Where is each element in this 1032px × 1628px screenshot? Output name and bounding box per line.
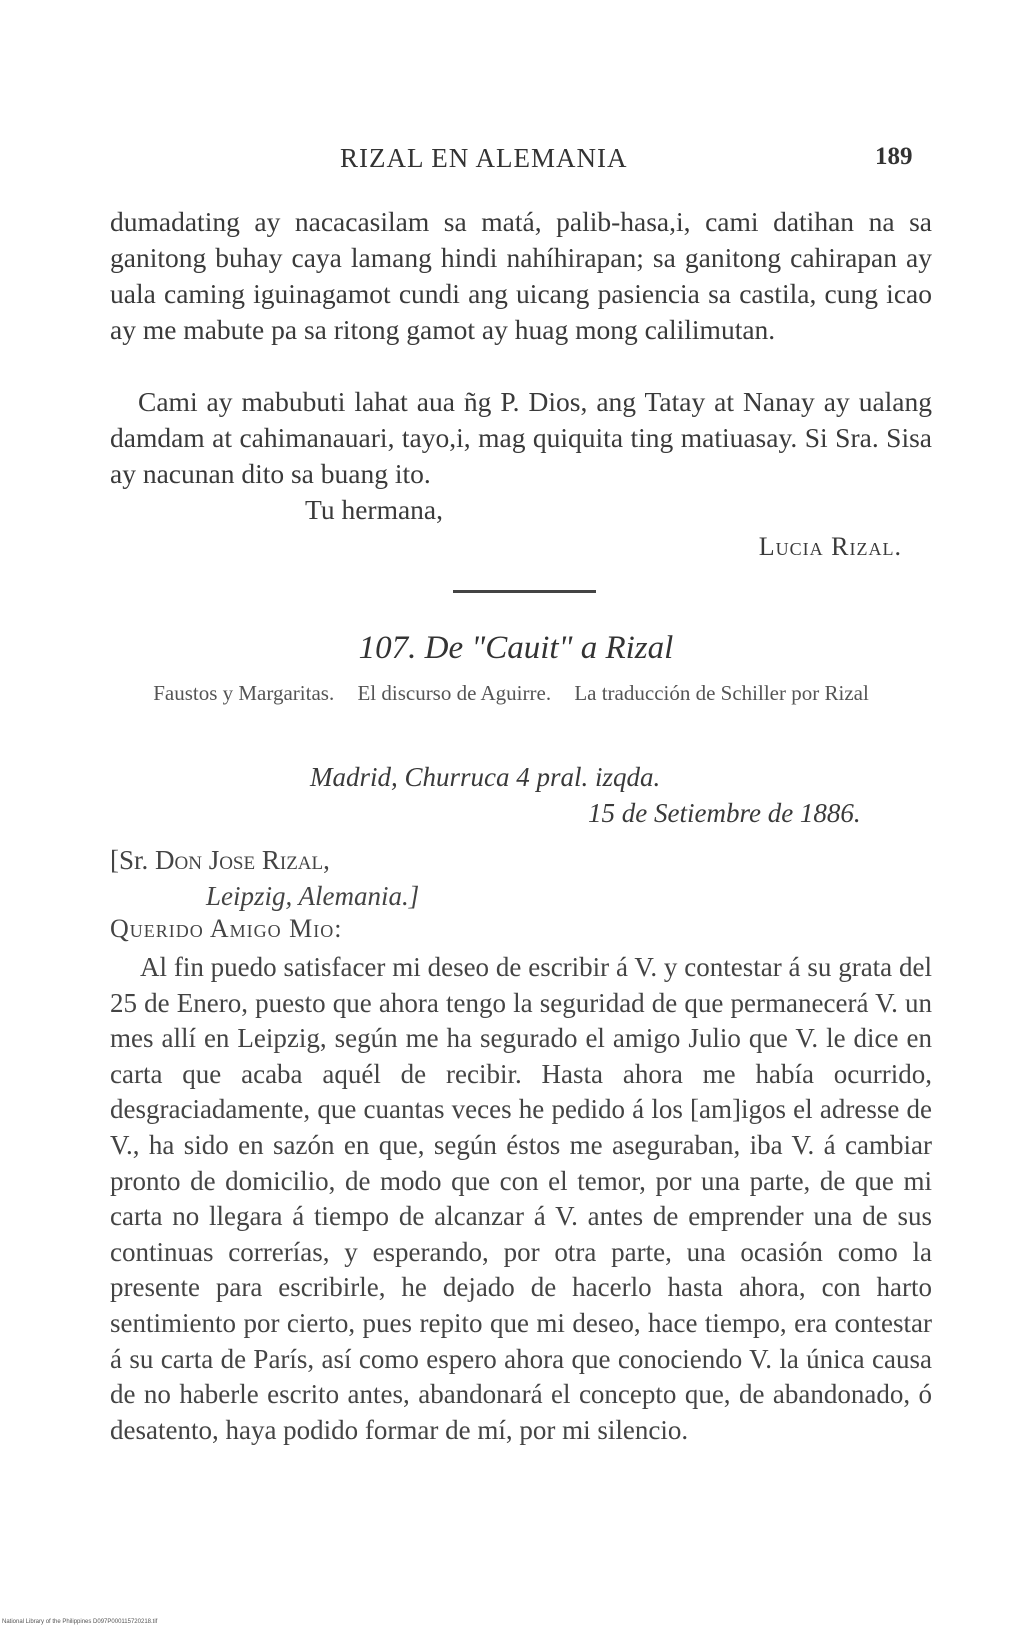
- previous-letter-paragraph-1: dumadating ay nacacasilam sa matá, palib-hasa,i, cami datihan na sa ganitong buhay caya lamang hindi nahíhirapan; sa ganitong cahirapan ay uala caming iguinagamot cundi ang uicang pasiencia sa castila, cung icao ay me mabute pa sa ritong gamot ay huag mong calilimutan.: [110, 206, 932, 345]
- running-head: [0, 143, 1032, 183]
- archive-credit: National Library of the Philippines D097P000115720218.tif: [2, 1619, 158, 1625]
- recipient-location: Leipzig, Alemania.]: [206, 881, 420, 911]
- recipient-name: Don Jose Rizal,: [155, 845, 330, 875]
- summary-item: La traducción de Schiller por Rizal: [574, 681, 869, 705]
- summary-item: El discurso de Aguirre.: [357, 681, 552, 705]
- letter-place: Madrid, Churruca 4 pral. izqda.: [310, 762, 661, 792]
- letter-body: Al fin puedo satisfacer mi deseo de escribir á V. y contestar á su grata del 25 de Enero, puesto que ahora tengo la seguridad de que permanecerá V. un mes allí en Leipzig, según me ha segurado el amigo Julio que V. le dice en carta que acaba aquél de recibir. Hasta ahora me había ocurrido, desgraciadamente, que cuantas veces he pedido á los [am]igos el adresse de V., ha sido en sazón en que, según éstos me aseguraban, iba V. á cambiar pronto de domicilio, de modo que con el temor, por una parte, de que mi carta no llegara á tiempo de alcanzar á V. antes de emprender una de sus continuas correrías, y esperando, por otra parte, una ocasión como la presente para escribirle, he dejado de hacerlo hasta ahora, con harto sentimiento por cierto, pues repito que mi deseo, hace tiempo, era contestar á su carta de París, así como espero ahora que conociendo V. la única causa de no haberle escrito antes, abandonará el concepto que, de abandonado, ó desatento, haya podido formar de mí, por mi silencio.: [110, 952, 932, 1445]
- page-number: 189: [875, 143, 913, 170]
- signature: Lucia Rizal.: [758, 532, 902, 561]
- running-title: RIZAL EN ALEMANIA: [340, 143, 628, 173]
- letter-date: 15 de Setiembre de 1886.: [588, 798, 861, 828]
- summary-item: Faustos y Margaritas.: [153, 681, 335, 705]
- previous-letter-paragraph-2: Cami ay mabubuti lahat aua ñg P. Dios, ang Tatay at Nanay ay ualang damdam at cahimanauari, tayo,i, mag quiquita ting matiuasay. Si Sra. Sisa ay nacunan dito sa buang ito.: [110, 386, 932, 489]
- recipient-prefix: [Sr.: [110, 845, 156, 875]
- letter-closing: Tu hermana,: [305, 494, 443, 525]
- letter-summary: [125, 678, 915, 708]
- section-divider: [453, 590, 596, 593]
- letter-title: 107. De "Cauit" a Rizal: [358, 630, 674, 666]
- recipient-block: [110, 842, 419, 914]
- salutation: Querido Amigo Mio:: [110, 914, 343, 943]
